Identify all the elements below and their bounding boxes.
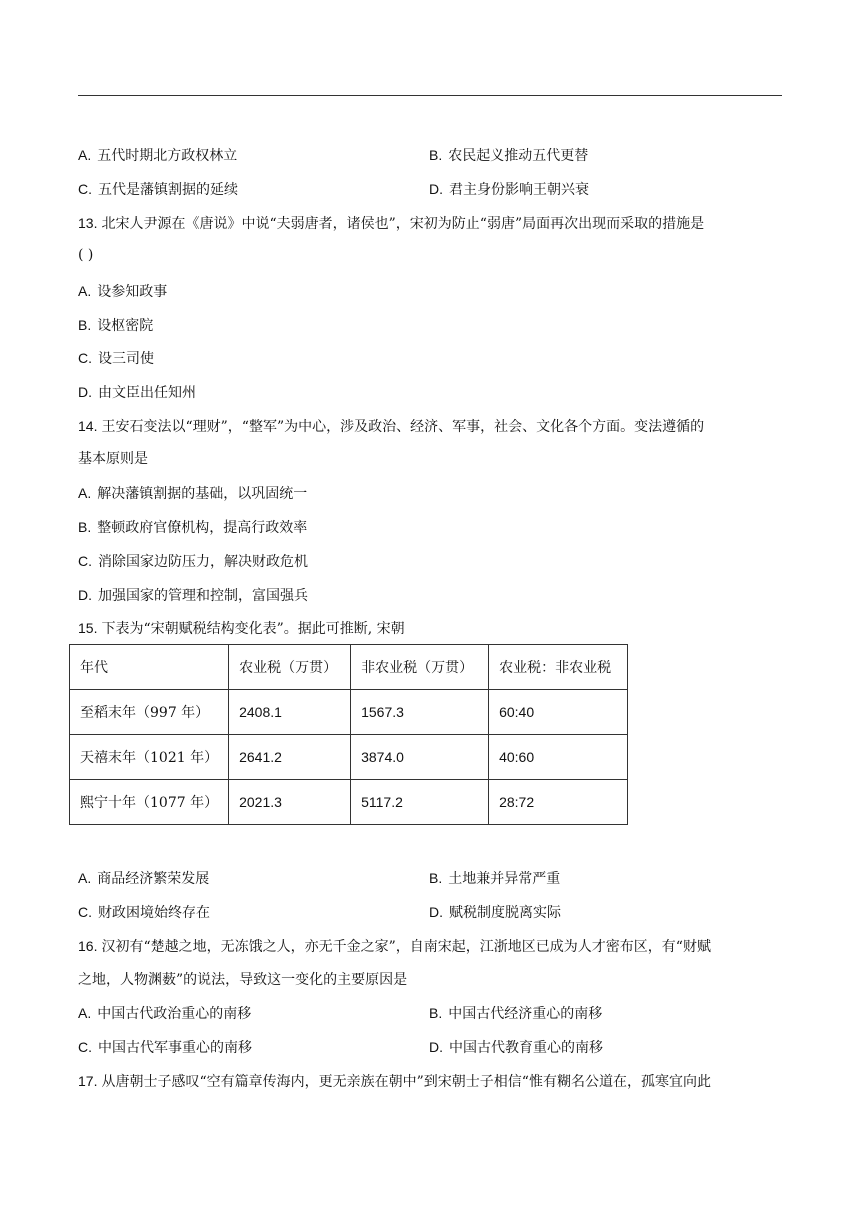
- table-cell: 5117.2: [351, 780, 489, 825]
- q13-answer-blank: ( ): [78, 247, 94, 263]
- q16-stem: 16. 汉初有“楚越之地，无冻饿之人，亦无千金之家”，自南宋起，江浙地区已成为人才密布区，有“财赋: [78, 938, 711, 955]
- q16-stem-cont: 之地，人物渊薮”的说法，导致这一变化的主要原因是: [78, 972, 408, 988]
- q13-option-d[interactable]: D. 由文臣出任知州: [78, 384, 196, 401]
- table-header-cell: 非农业税（万贯）: [351, 645, 489, 690]
- q13-option-a[interactable]: A. 设参知政事: [78, 283, 168, 300]
- q14-option-d[interactable]: D. 加强国家的管理和控制，富国强兵: [78, 587, 308, 604]
- q15-option-d[interactable]: D. 赋税制度脱离实际: [429, 904, 561, 921]
- q12-option-b[interactable]: B. 农民起义推动五代更替: [429, 147, 589, 164]
- table-cell: 1567.3: [351, 690, 489, 735]
- q15-option-b[interactable]: B. 土地兼并异常严重: [429, 870, 561, 887]
- table-header-cell: 年代: [70, 645, 229, 690]
- table-cell: 2641.2: [229, 735, 351, 780]
- q16-option-d[interactable]: D. 中国古代教育重心的南移: [429, 1039, 603, 1056]
- q13-option-b[interactable]: B. 设枢密院: [78, 317, 154, 334]
- table-cell: 熙宁十年（1077 年）: [70, 780, 229, 825]
- table-cell: 2408.1: [229, 690, 351, 735]
- table-cell: 28:72: [489, 780, 628, 825]
- table-cell: 60:40: [489, 690, 628, 735]
- q14-stem: 14. 王安石变法以“理财”，“整军”为中心，涉及政治、经济、军事，社会、文化各个方面。变法遵循的: [78, 418, 705, 435]
- q14-option-b[interactable]: B. 整顿政府官僚机构，提高行政效率: [78, 519, 308, 536]
- table-cell: 40:60: [489, 735, 628, 780]
- q12-option-a[interactable]: A. 五代时期北方政权林立: [78, 147, 238, 164]
- q13-option-c[interactable]: C. 设三司使: [78, 350, 154, 367]
- q15-stem: 15. 下表为“宋朝赋税结构变化表”。据此可推断, 宋朝: [78, 620, 405, 637]
- table-row: [70, 780, 628, 825]
- table-cell: 2021.3: [229, 780, 351, 825]
- q13-stem: 13. 北宋人尹源在《唐说》中说“夫弱唐者，诸侯也”，宋初为防止“弱唐”局面再次出现而采取的措施是: [78, 215, 705, 232]
- tax-structure-table: [69, 644, 628, 825]
- q16-option-c[interactable]: C. 中国古代军事重心的南移: [78, 1039, 252, 1056]
- q17-stem: 17. 从唐朝士子感叹“空有篇章传海内，更无亲族在朝中”到宋朝士子相信“惟有糊名公道在，孤寒宜向此: [78, 1073, 711, 1090]
- q16-option-b[interactable]: B. 中国古代经济重心的南移: [429, 1005, 603, 1022]
- table-cell: 3874.0: [351, 735, 489, 780]
- header-rule: [78, 95, 782, 96]
- table-cell: 至稻末年（997 年）: [70, 690, 229, 735]
- q12-option-c[interactable]: C. 五代是藩镇割据的延续: [78, 181, 238, 198]
- q15-option-c[interactable]: C. 财政困境始终存在: [78, 904, 210, 921]
- q14-option-c[interactable]: C. 消除国家边防压力，解决财政危机: [78, 553, 308, 570]
- table-row: [70, 690, 628, 735]
- table-header-cell: 农业税（万贯）: [229, 645, 351, 690]
- q12-option-d[interactable]: D. 君主身份影响王朝兴衰: [429, 181, 589, 198]
- table-cell: 天禧末年（1021 年）: [70, 735, 229, 780]
- q14-option-a[interactable]: A. 解决藩镇割据的基础，以巩固统一: [78, 485, 308, 502]
- q14-stem-cont: 基本原则是: [78, 451, 148, 467]
- table-header-cell: 农业税：非农业税: [489, 645, 628, 690]
- table-row: [70, 735, 628, 780]
- table-header-row: [70, 645, 628, 690]
- q15-option-a[interactable]: A. 商品经济繁荣发展: [78, 870, 210, 887]
- q16-option-a[interactable]: A. 中国古代政治重心的南移: [78, 1005, 252, 1022]
